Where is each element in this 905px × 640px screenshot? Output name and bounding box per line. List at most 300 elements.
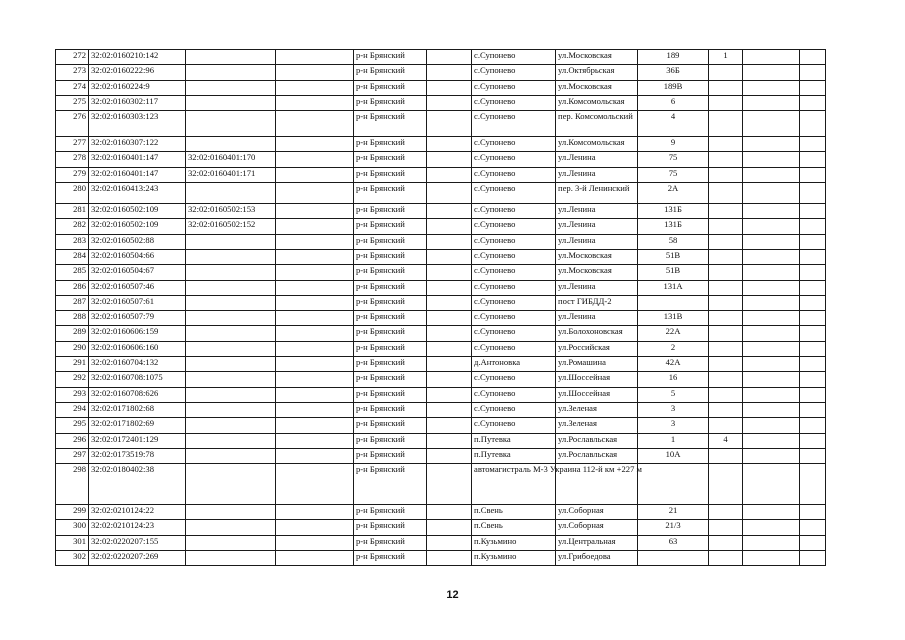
column-4-cell: [276, 448, 354, 463]
column-11-cell: [743, 249, 800, 264]
street-cell: ул.Российская: [556, 341, 638, 356]
cadastral-number-2-cell: [186, 265, 276, 280]
street-cell: ул.Шоссейная: [556, 387, 638, 402]
house-number-cell: 3: [638, 402, 709, 417]
street-cell: ул.Соборная: [556, 520, 638, 535]
column-6-cell: [427, 372, 472, 387]
cadastral-number-cell: 32:02:0160507:79: [89, 311, 186, 326]
locality-cell: с.Супонево: [472, 372, 556, 387]
cadastral-number-2-cell: [186, 234, 276, 249]
locality-cell: п.Свень: [472, 520, 556, 535]
table-row: [56, 295, 826, 310]
table-row: [56, 357, 826, 372]
cadastral-number-cell: 32:02:0160413:243: [89, 183, 186, 204]
row-number-cell: 274: [56, 80, 89, 95]
table-row: [56, 387, 826, 402]
column-11-cell: [743, 280, 800, 295]
street-cell: ул.Рославльская: [556, 448, 638, 463]
column-11-cell: [743, 265, 800, 280]
column-6-cell: [427, 311, 472, 326]
column-12-cell: [800, 387, 826, 402]
district-cell: р-н Брянский: [354, 311, 427, 326]
column-4-cell: [276, 464, 354, 505]
row-number-cell: 296: [56, 433, 89, 448]
column-11-cell: [743, 387, 800, 402]
column-11-cell: [743, 505, 800, 520]
cadastral-number-2-cell: [186, 448, 276, 463]
cadastral-number-cell: 32:02:0160307:122: [89, 137, 186, 152]
house-number-cell: 189В: [638, 80, 709, 95]
column-10-cell: [709, 551, 743, 566]
column-11-cell: [743, 80, 800, 95]
column-10-cell: [709, 295, 743, 310]
cadastral-number-cell: 32:02:0210124:23: [89, 520, 186, 535]
district-cell: р-н Брянский: [354, 80, 427, 95]
column-10-cell: [709, 80, 743, 95]
column-11-cell: [743, 137, 800, 152]
house-number-cell: 22А: [638, 326, 709, 341]
column-4-cell: [276, 535, 354, 550]
table-row: [56, 520, 826, 535]
column-12-cell: [800, 265, 826, 280]
house-number-cell: [638, 464, 709, 505]
column-6-cell: [427, 418, 472, 433]
column-4-cell: [276, 311, 354, 326]
house-number-cell: 51В: [638, 249, 709, 264]
district-cell: р-н Брянский: [354, 50, 427, 65]
district-cell: р-н Брянский: [354, 372, 427, 387]
street-cell: ул.Ленина: [556, 234, 638, 249]
locality-cell: п.Кузьмино: [472, 535, 556, 550]
cadastral-number-cell: 32:02:0160504:66: [89, 249, 186, 264]
cadastral-number-2-cell: [186, 50, 276, 65]
column-10-cell: [709, 249, 743, 264]
column-11-cell: [743, 111, 800, 137]
locality-cell: с.Супонево: [472, 183, 556, 204]
column-10-cell: [709, 535, 743, 550]
row-number-cell: 282: [56, 219, 89, 234]
table-row: [56, 111, 826, 137]
column-6-cell: [427, 219, 472, 234]
column-4-cell: [276, 111, 354, 137]
column-12-cell: [800, 372, 826, 387]
cadastral-number-cell: 32:02:0220207:269: [89, 551, 186, 566]
column-12-cell: [800, 341, 826, 356]
cadastral-number-2-cell: [186, 326, 276, 341]
column-10-cell: [709, 372, 743, 387]
house-number-cell: [638, 551, 709, 566]
table-row: [56, 265, 826, 280]
column-4-cell: [276, 50, 354, 65]
column-4-cell: [276, 520, 354, 535]
column-12-cell: [800, 402, 826, 417]
locality-cell: с.Супонево: [472, 111, 556, 137]
column-11-cell: [743, 535, 800, 550]
row-number-cell: 290: [56, 341, 89, 356]
house-number-cell: 6: [638, 95, 709, 110]
page-number: 12: [446, 589, 459, 601]
column-4-cell: [276, 418, 354, 433]
table-row: [56, 505, 826, 520]
street-cell: ул.Ромашина: [556, 357, 638, 372]
street-cell: ул.Московская: [556, 249, 638, 264]
column-12-cell: [800, 50, 826, 65]
locality-cell: с.Супонево: [472, 295, 556, 310]
district-cell: р-н Брянский: [354, 464, 427, 505]
column-12-cell: [800, 433, 826, 448]
column-10-cell: 1: [709, 50, 743, 65]
column-6-cell: [427, 183, 472, 204]
column-4-cell: [276, 137, 354, 152]
locality-cell: с.Супонево: [472, 80, 556, 95]
column-11-cell: [743, 95, 800, 110]
column-10-cell: [709, 357, 743, 372]
cadastral-number-cell: 32:02:0171802:68: [89, 402, 186, 417]
cadastral-number-cell: 32:02:0172401:129: [89, 433, 186, 448]
column-12-cell: [800, 505, 826, 520]
column-12-cell: [800, 464, 826, 505]
table-row: [56, 167, 826, 182]
cadastral-number-2-cell: [186, 295, 276, 310]
district-cell: р-н Брянский: [354, 265, 427, 280]
column-6-cell: [427, 204, 472, 219]
district-cell: р-н Брянский: [354, 433, 427, 448]
cadastral-number-2-cell: [186, 280, 276, 295]
row-number-cell: 292: [56, 372, 89, 387]
column-12-cell: [800, 65, 826, 80]
cadastral-number-cell: 32:02:0160507:46: [89, 280, 186, 295]
column-4-cell: [276, 80, 354, 95]
column-11-cell: [743, 433, 800, 448]
column-6-cell: [427, 95, 472, 110]
column-6-cell: [427, 65, 472, 80]
column-11-cell: [743, 372, 800, 387]
cadastral-number-2-cell: 32:02:0160401:170: [186, 152, 276, 167]
column-6-cell: [427, 402, 472, 417]
cadastral-number-cell: 32:02:0180402:38: [89, 464, 186, 505]
cadastral-number-cell: 32:02:0210124:22: [89, 505, 186, 520]
row-number-cell: 295: [56, 418, 89, 433]
locality-cell: с.Супонево: [472, 402, 556, 417]
row-number-cell: 284: [56, 249, 89, 264]
house-number-cell: [638, 295, 709, 310]
column-4-cell: [276, 152, 354, 167]
street-cell: ул.Ленина: [556, 167, 638, 182]
street-cell: ул.Московская: [556, 50, 638, 65]
locality-cell: с.Супонево: [472, 167, 556, 182]
column-11-cell: [743, 167, 800, 182]
row-number-cell: 297: [56, 448, 89, 463]
column-12-cell: [800, 80, 826, 95]
cadastral-number-cell: 32:02:0160302:117: [89, 95, 186, 110]
column-6-cell: [427, 265, 472, 280]
cadastral-number-2-cell: [186, 111, 276, 137]
column-11-cell: [743, 295, 800, 310]
column-4-cell: [276, 295, 354, 310]
house-number-cell: 21/3: [638, 520, 709, 535]
house-number-cell: 75: [638, 167, 709, 182]
column-4-cell: [276, 265, 354, 280]
column-6-cell: [427, 80, 472, 95]
table-row: [56, 280, 826, 295]
street-cell: ул.Болохоновская: [556, 326, 638, 341]
street-cell: ул.Октябрьская: [556, 65, 638, 80]
house-number-cell: 2А: [638, 183, 709, 204]
column-10-cell: 4: [709, 433, 743, 448]
street-cell: ул.Московская: [556, 265, 638, 280]
row-number-cell: 302: [56, 551, 89, 566]
column-12-cell: [800, 295, 826, 310]
column-4-cell: [276, 167, 354, 182]
street-cell: ул.Грибоедова: [556, 551, 638, 566]
street-cell: пост ГИБДД-2: [556, 295, 638, 310]
table-row: [56, 65, 826, 80]
cadastral-number-cell: 32:02:0160401:147: [89, 167, 186, 182]
row-number-cell: 285: [56, 265, 89, 280]
locality-cell: с.Супонево: [472, 311, 556, 326]
column-11-cell: [743, 50, 800, 65]
house-number-cell: 189: [638, 50, 709, 65]
house-number-cell: 131В: [638, 311, 709, 326]
locality-cell: п.Кузьмино: [472, 551, 556, 566]
cadastral-number-2-cell: [186, 402, 276, 417]
table-row: [56, 95, 826, 110]
cadastral-number-cell: 32:02:0173519:78: [89, 448, 186, 463]
table-row: [56, 219, 826, 234]
cadastral-number-2-cell: [186, 137, 276, 152]
column-11-cell: [743, 464, 800, 505]
column-10-cell: [709, 183, 743, 204]
locality-cell: с.Супонево: [472, 280, 556, 295]
cadastral-number-cell: 32:02:0160502:109: [89, 219, 186, 234]
row-number-cell: 272: [56, 50, 89, 65]
cadastral-number-cell: 32:02:0160606:159: [89, 326, 186, 341]
table-row: [56, 80, 826, 95]
locality-cell: с.Супонево: [472, 387, 556, 402]
row-number-cell: 279: [56, 167, 89, 182]
cadastral-number-2-cell: [186, 387, 276, 402]
district-cell: р-н Брянский: [354, 167, 427, 182]
cadastral-number-cell: 32:02:0160224:9: [89, 80, 186, 95]
column-11-cell: [743, 183, 800, 204]
column-6-cell: [427, 535, 472, 550]
street-cell: ул.Комсомольская: [556, 95, 638, 110]
column-6-cell: [427, 341, 472, 356]
column-10-cell: [709, 167, 743, 182]
column-6-cell: [427, 551, 472, 566]
cadastral-number-2-cell: [186, 520, 276, 535]
column-12-cell: [800, 219, 826, 234]
cadastral-number-cell: 32:02:0160507:61: [89, 295, 186, 310]
column-6-cell: [427, 448, 472, 463]
cadastral-number-2-cell: [186, 311, 276, 326]
column-6-cell: [427, 433, 472, 448]
column-4-cell: [276, 551, 354, 566]
column-11-cell: [743, 357, 800, 372]
locality-cell: с.Супонево: [472, 341, 556, 356]
district-cell: р-н Брянский: [354, 295, 427, 310]
cadastral-number-cell: 32:02:0220207:155: [89, 535, 186, 550]
district-cell: р-н Брянский: [354, 111, 427, 137]
column-12-cell: [800, 520, 826, 535]
column-10-cell: [709, 464, 743, 505]
cadastral-number-2-cell: 32:02:0160502:152: [186, 219, 276, 234]
district-cell: р-н Брянский: [354, 535, 427, 550]
column-4-cell: [276, 387, 354, 402]
street-cell: ул.Зеленая: [556, 402, 638, 417]
street-cell: пер. Комсомольский: [556, 111, 638, 137]
locality-cell: с.Супонево: [472, 219, 556, 234]
cadastral-number-2-cell: [186, 249, 276, 264]
table-row: [56, 234, 826, 249]
column-10-cell: [709, 204, 743, 219]
column-12-cell: [800, 137, 826, 152]
district-cell: р-н Брянский: [354, 280, 427, 295]
house-number-cell: 131Б: [638, 204, 709, 219]
row-number-cell: 281: [56, 204, 89, 219]
locality-cell: с.Супонево: [472, 65, 556, 80]
cadastral-number-2-cell: [186, 418, 276, 433]
street-cell: ул.Ленина: [556, 152, 638, 167]
row-number-cell: 288: [56, 311, 89, 326]
table-row: [56, 152, 826, 167]
house-number-cell: 131Б: [638, 219, 709, 234]
district-cell: р-н Брянский: [354, 219, 427, 234]
locality-cell: автомагистраль М-3 Украина 112-й км +227 м: [472, 464, 556, 505]
cadastral-number-2-cell: [186, 341, 276, 356]
cadastral-number-2-cell: [186, 551, 276, 566]
locality-cell: с.Супонево: [472, 95, 556, 110]
district-cell: р-н Брянский: [354, 387, 427, 402]
cadastral-number-2-cell: [186, 464, 276, 505]
register-table: [55, 49, 826, 566]
column-4-cell: [276, 326, 354, 341]
district-cell: р-н Брянский: [354, 137, 427, 152]
column-11-cell: [743, 204, 800, 219]
column-12-cell: [800, 280, 826, 295]
column-10-cell: [709, 311, 743, 326]
column-10-cell: [709, 219, 743, 234]
cadastral-number-2-cell: [186, 372, 276, 387]
row-number-cell: 301: [56, 535, 89, 550]
table-row: [56, 249, 826, 264]
cadastral-number-cell: 32:02:0160504:67: [89, 265, 186, 280]
cadastral-number-2-cell: [186, 183, 276, 204]
district-cell: р-н Брянский: [354, 341, 427, 356]
column-10-cell: [709, 111, 743, 137]
column-6-cell: [427, 357, 472, 372]
cadastral-number-2-cell: 32:02:0160502:153: [186, 204, 276, 219]
cadastral-number-cell: 32:02:0160210:142: [89, 50, 186, 65]
row-number-cell: 300: [56, 520, 89, 535]
locality-cell: п.Путевка: [472, 433, 556, 448]
cadastral-number-2-cell: 32:02:0160401:171: [186, 167, 276, 182]
column-11-cell: [743, 402, 800, 417]
column-11-cell: [743, 418, 800, 433]
cadastral-number-2-cell: [186, 433, 276, 448]
house-number-cell: 63: [638, 535, 709, 550]
house-number-cell: 36Б: [638, 65, 709, 80]
column-6-cell: [427, 387, 472, 402]
cadastral-number-cell: 32:02:0160502:109: [89, 204, 186, 219]
column-12-cell: [800, 551, 826, 566]
house-number-cell: 42А: [638, 357, 709, 372]
table-row: [56, 402, 826, 417]
house-number-cell: 2: [638, 341, 709, 356]
cadastral-number-2-cell: [186, 65, 276, 80]
house-number-cell: 75: [638, 152, 709, 167]
row-number-cell: 289: [56, 326, 89, 341]
row-number-cell: 275: [56, 95, 89, 110]
column-10-cell: [709, 265, 743, 280]
district-cell: р-н Брянский: [354, 204, 427, 219]
cadastral-number-cell: 32:02:0160704:132: [89, 357, 186, 372]
column-10-cell: [709, 387, 743, 402]
locality-cell: п.Свень: [472, 505, 556, 520]
column-12-cell: [800, 448, 826, 463]
district-cell: р-н Брянский: [354, 183, 427, 204]
cadastral-number-2-cell: [186, 357, 276, 372]
district-cell: р-н Брянский: [354, 418, 427, 433]
column-4-cell: [276, 357, 354, 372]
street-cell: ул.Ленина: [556, 280, 638, 295]
column-10-cell: [709, 505, 743, 520]
cadastral-number-2-cell: [186, 535, 276, 550]
district-cell: р-н Брянский: [354, 326, 427, 341]
column-4-cell: [276, 204, 354, 219]
column-4-cell: [276, 65, 354, 80]
column-12-cell: [800, 95, 826, 110]
column-6-cell: [427, 152, 472, 167]
column-10-cell: [709, 65, 743, 80]
column-12-cell: [800, 167, 826, 182]
house-number-cell: 9: [638, 137, 709, 152]
locality-cell: с.Супонево: [472, 265, 556, 280]
column-10-cell: [709, 152, 743, 167]
column-11-cell: [743, 551, 800, 566]
column-6-cell: [427, 280, 472, 295]
row-number-cell: 277: [56, 137, 89, 152]
row-number-cell: 299: [56, 505, 89, 520]
column-6-cell: [427, 326, 472, 341]
table-body: [56, 50, 826, 566]
locality-cell: с.Супонево: [472, 137, 556, 152]
column-4-cell: [276, 219, 354, 234]
street-cell: ул.Зеленая: [556, 418, 638, 433]
column-4-cell: [276, 280, 354, 295]
column-11-cell: [743, 311, 800, 326]
row-number-cell: 276: [56, 111, 89, 137]
column-12-cell: [800, 204, 826, 219]
district-cell: р-н Брянский: [354, 520, 427, 535]
column-12-cell: [800, 183, 826, 204]
column-12-cell: [800, 234, 826, 249]
column-6-cell: [427, 111, 472, 137]
column-10-cell: [709, 280, 743, 295]
house-number-cell: 51В: [638, 265, 709, 280]
row-number-cell: 294: [56, 402, 89, 417]
row-number-cell: 287: [56, 295, 89, 310]
column-10-cell: [709, 137, 743, 152]
column-12-cell: [800, 357, 826, 372]
column-10-cell: [709, 448, 743, 463]
table-row: [56, 204, 826, 219]
column-12-cell: [800, 152, 826, 167]
column-11-cell: [743, 448, 800, 463]
column-6-cell: [427, 295, 472, 310]
column-4-cell: [276, 183, 354, 204]
column-11-cell: [743, 326, 800, 341]
